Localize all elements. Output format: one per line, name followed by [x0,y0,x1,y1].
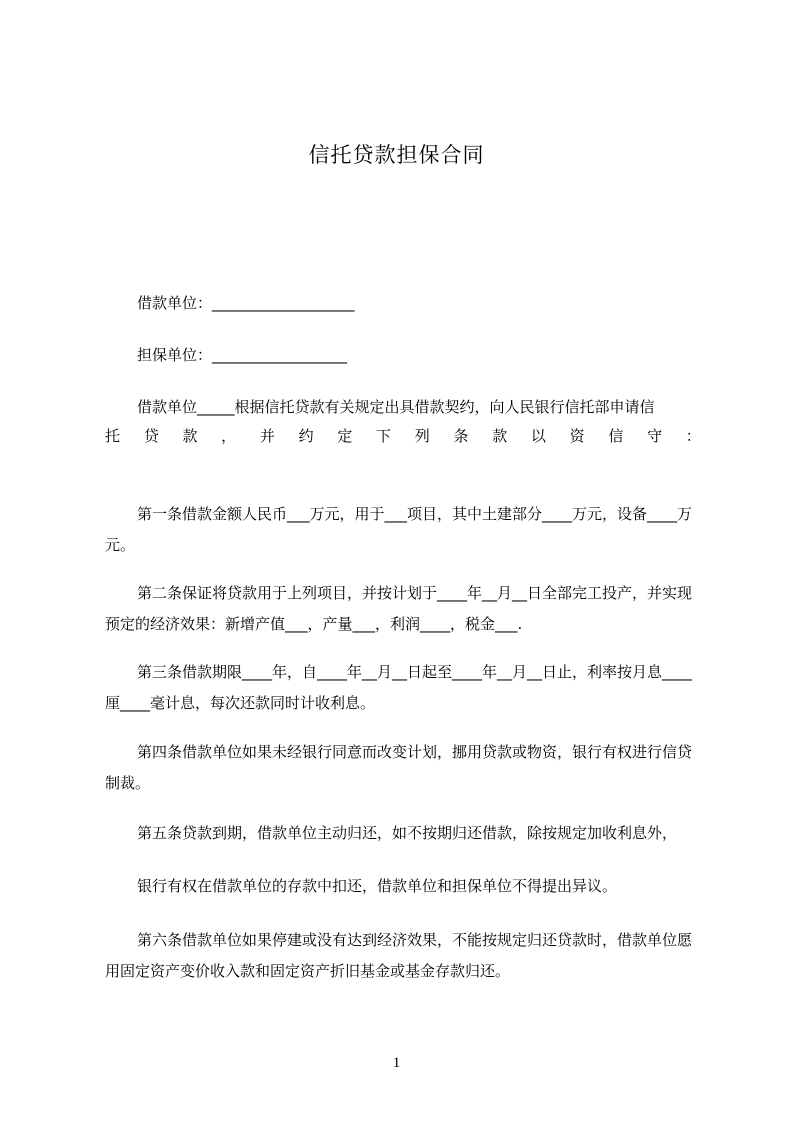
article-2: 第二条保证将贷款用于上列项目，并按计划于____年__月__日全部完工投产，并实现预定的经济效果：新增产值___，产量___，利润____，税金___. [105,584,693,633]
intro-paragraph-line1: 借款单位_____根据信托贷款有关规定出具借款契约，向人民银行信托部申请信 [137,398,655,416]
article-6: 第六条借款单位如果停建或没有达到经济效果，不能按规定归还贷款时，借款单位愿用固定资产变价收入款和固定资产折旧基金或基金存款归还。 [105,931,693,980]
article-3: 第三条借款期限____年，自____年__月__日起至____年__月__日止，利率按月息____厘____毫计息，每次还款同时计收利息。 [105,663,693,712]
article-4: 第四条借款单位如果未经银行同意而改变计划，挪用贷款或物资，银行有权进行信贷制裁。 [105,743,693,792]
article-5-continuation: 银行有权在借款单位的存款中扣还，借款单位和担保单位不得提出异议。 [137,877,618,895]
article-1: 第一条借款金额人民币___万元，用于___项目，其中土建部分____万元，设备____万元。 [105,505,693,554]
guarantor-field: 担保单位：__________________ [137,346,348,364]
borrower-field: 借款单位：___________________ [137,294,355,312]
article-5: 第五条贷款到期，借款单位主动归还，如不按期归还借款，除按规定加收利息外， [137,824,678,842]
page-number: 1 [392,1055,401,1071]
intro-paragraph-line2: 托 贷 款 ， 并 约 定 下 列 条 款 以 资 信 守 ： [105,427,701,445]
document-title: 信托贷款担保合同 [308,143,485,167]
